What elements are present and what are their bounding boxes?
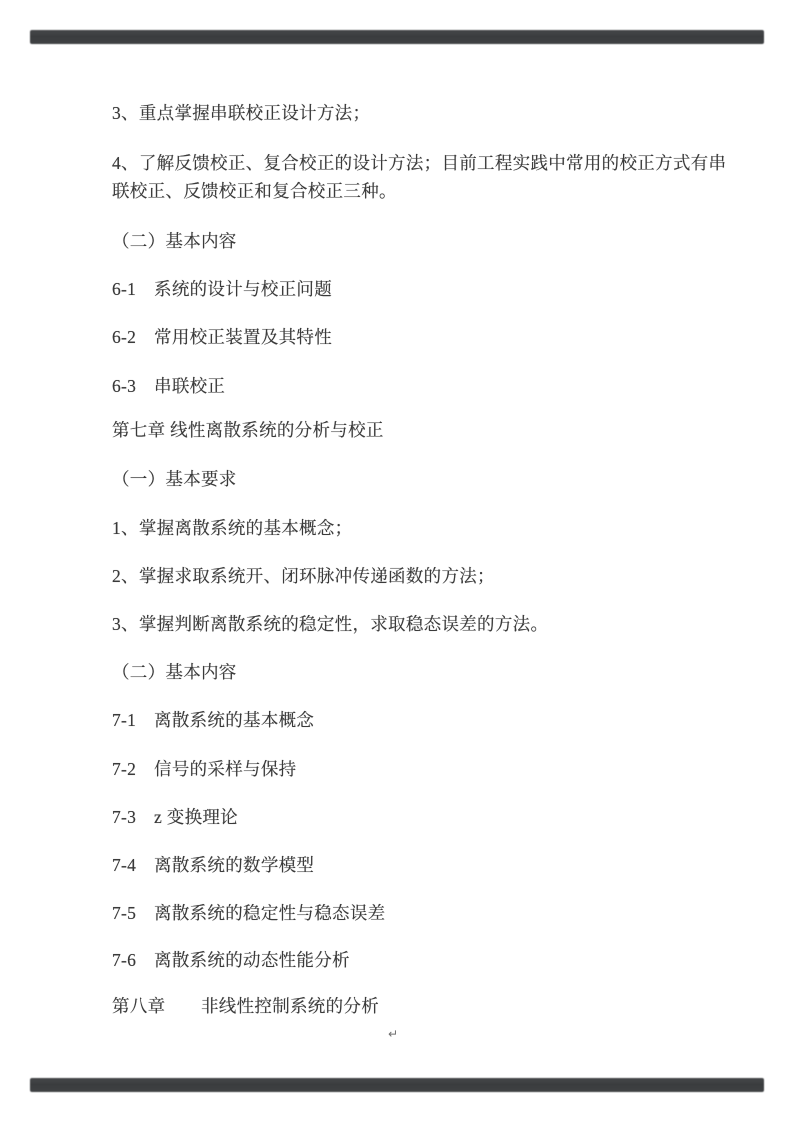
text-line-6-2: 6-2 常用校正装置及其特性 [112, 327, 333, 347]
text-line-chapter-8-heading: 第八章 非线性控制系统的分析 [112, 996, 379, 1016]
text-line-item-3-series-correction: 3、重点掌握串联校正设计方法； [112, 103, 371, 123]
text-line-section-basic-requirements-ch7: （一）基本要求 [112, 469, 237, 489]
text-line-req-2: 2、掌握求取系统开、闭环脉冲传递函数的方法； [112, 566, 495, 586]
text-line-7-1: 7-1 离散系统的基本概念 [112, 710, 315, 730]
text-line-item-4-feedback-correction: 4、了解反馈校正、复合校正的设计方法；目前工程实践中常用的校正方式有串 [112, 153, 727, 173]
text-line-7-6: 7-6 离散系统的动态性能分析 [112, 950, 350, 970]
text-line-6-1: 6-1 系统的设计与校正问题 [112, 279, 333, 299]
text-line-req-3: 3、掌握判断离散系统的稳定性，求取稳态误差的方法。 [112, 614, 549, 634]
text-line-7-5: 7-5 离散系统的稳定性与稳态误差 [112, 903, 386, 923]
text-line-7-3: 7-3 z 变换理论 [112, 807, 238, 827]
text-line-chapter-7-heading: 第七章 线性离散系统的分析与校正 [112, 420, 384, 440]
text-line-section-basic-content-ch7: （二）基本内容 [112, 662, 237, 682]
text-line-section-basic-content-ch6: （二）基本内容 [112, 231, 237, 251]
text-line-7-2: 7-2 信号的采样与保持 [112, 759, 297, 779]
text-line-item-4-continuation: 联校正、反馈校正和复合校正三种。 [112, 181, 397, 201]
text-line-req-1: 1、掌握离散系统的基本概念； [112, 518, 353, 538]
text-line-6-3: 6-3 串联校正 [112, 376, 226, 396]
scan-artifact-bottom-bar [30, 1078, 764, 1092]
paragraph-return-mark: ↵ [388, 1027, 399, 1041]
text-line-7-4: 7-4 离散系统的数学模型 [112, 855, 315, 875]
scan-artifact-top-bar [30, 30, 764, 44]
